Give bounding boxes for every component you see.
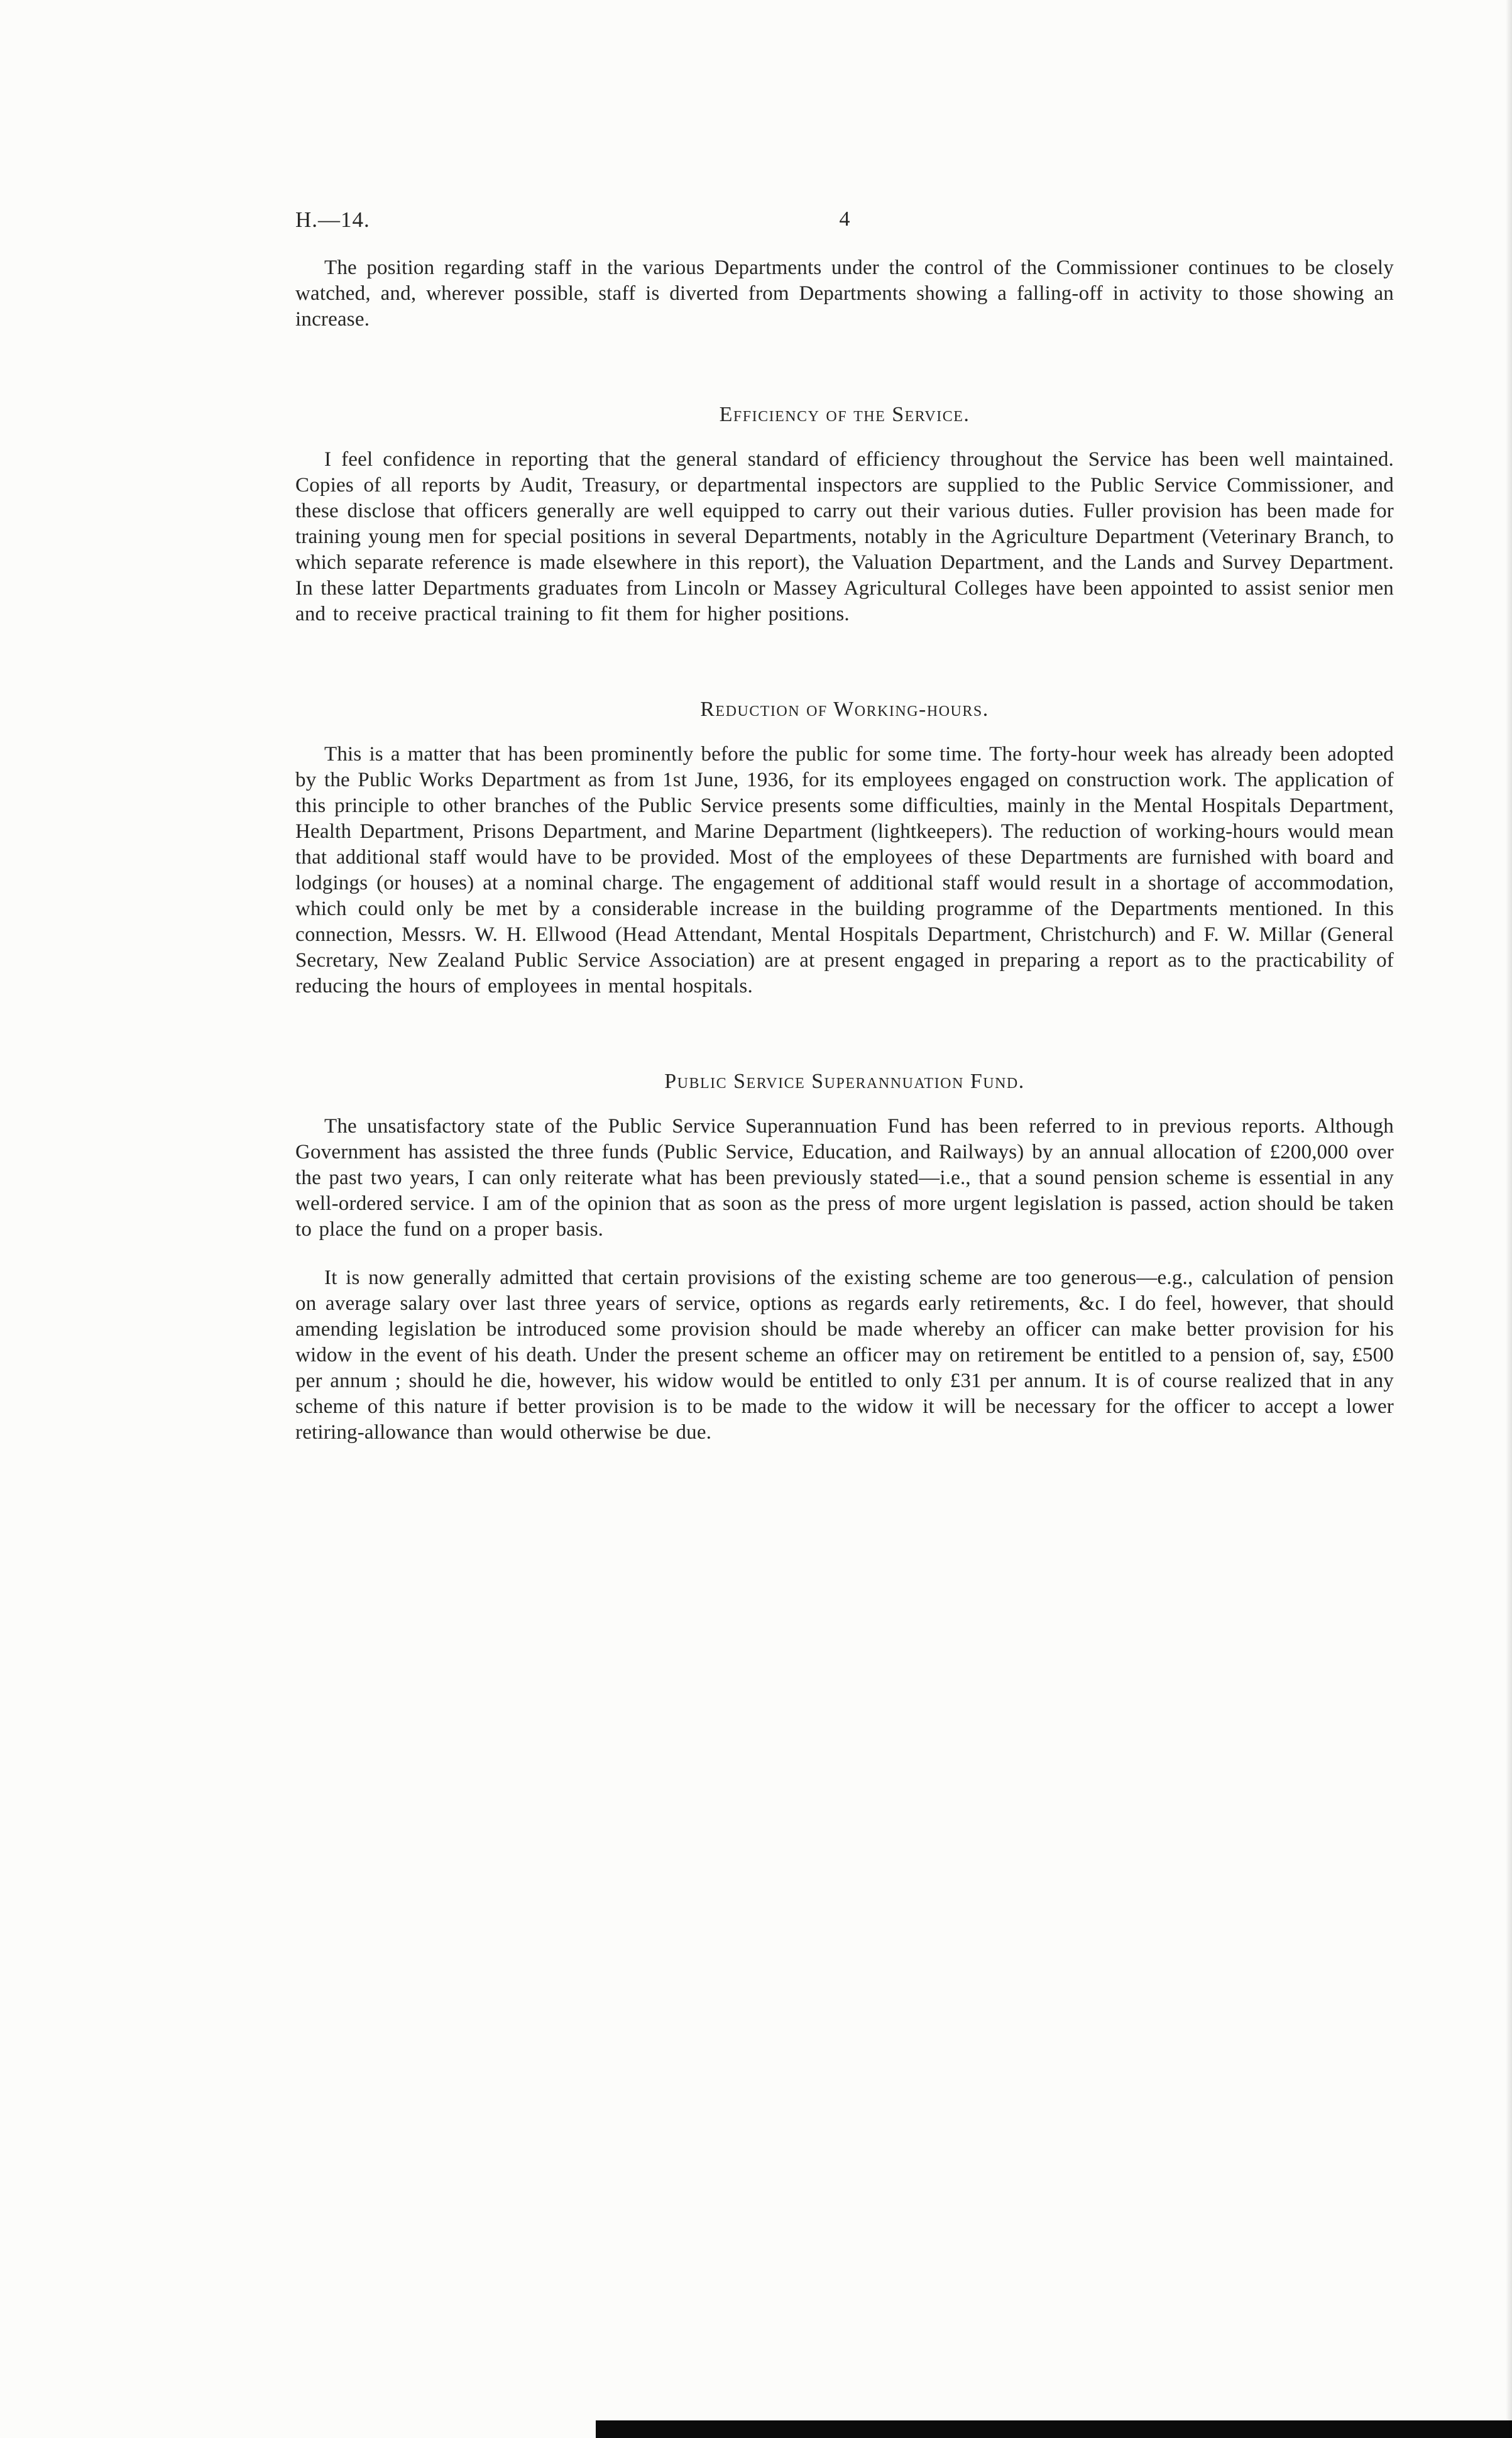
scan-artifact-bar bbox=[596, 2420, 1512, 2438]
paragraph-intro: The position regarding staff in the various Departments under the control of the Commissioner continues to be closely watched, and, wherever possible, staff is diverted from Departments showing a falling-off in activity to those showing an increase. bbox=[295, 256, 1394, 331]
running-head bbox=[295, 207, 1394, 238]
paragraph: I feel confidence in reporting that the general standard of efficiency throughout the Service has been well maintained. Copies of all reports by Audit, Treasury, or departmental inspectors are supplied to the Public Service Commissioner, and these disclose that officers generally are well equipped to carry out their various duties. Fuller provision has been made for training young men for special positions in several Departments, notably in the Agriculture Department (Veterinary Branch, to which separate reference is made elsewhere in this report), the Valuation Department, and the Lands and Survey Department. In these latter Departments graduates from Lincoln or Massey Agricultural Colleges have been appointed to assist senior men and to receive practical training to fit them for higher positions. bbox=[295, 448, 1394, 625]
report-code: H.—14. bbox=[295, 207, 370, 232]
section-heading-working-hours: Reduction of Working-hours. bbox=[700, 698, 989, 721]
paragraph: It is now generally admitted that certain provisions of the existing scheme are too generous—e.g., calculation of pension on average salary over last three years of service, options as regards early retirements, &c. I do feel, however, that should amending legislation be introduced some provision should be made whereby an officer can make better provision for his widow in the event of his death. Under the present scheme an officer may on retirement be entitled to a pension of, say, £500 per annum ; should he die, however, his widow would be entitled to only £31 per annum. It is of course realized that in any scheme of this nature if better provision is to be made to the widow it will be necessary for the officer to accept a lower retiring-allowance than would otherwise be due. bbox=[295, 1266, 1394, 1444]
section-heading-efficiency: Efficiency of the Service. bbox=[719, 403, 970, 426]
paragraph: The unsatisfactory state of the Public Service Superannuation Fund has been referred to in previous reports. Although Government has assisted the three funds (Public Service, Education, and Railways) by an annual allocation of £200,000 over the past two years, I can only reiterate what has been previously stated—i.e., that a sound pension scheme is essential in any well-ordered service. I am of the opinion that as soon as the press of more urgent legislation is passed, action should be taken to place the fund on a proper basis. bbox=[295, 1115, 1394, 1241]
text-block bbox=[295, 207, 1394, 1446]
paragraph: This is a matter that has been prominently before the public for some time. The forty-hour week has already been adopted by the Public Works Department as from 1st June, 1936, for its employees engaged on construction work. The application of this principle to other branches of the Public Service presents some difficulties, mainly in the Mental Hospitals Department, Health Department, Prisons Department, and Marine Department (lightkeepers). The reduction of working-hours would mean that additional staff would have to be provided. Most of the employees of these Departments are furnished with board and lodgings (or houses) at a nominal charge. The engagement of additional staff would result in a shortage of accommodation, which could only be met by a considerable increase in the building programme of the Departments mentioned. In this connection, Messrs. W. H. Ellwood (Head Attendant, Mental Hospitals Department, Christchurch) and F. W. Millar (General Secretary, New Zealand Public Service Association) are at present engaged in preparing a report as to the practicability of reducing the hours of employees in mental hospitals. bbox=[295, 743, 1394, 997]
section-heading-superannuation-fund: Public Service Superannuation Fund. bbox=[664, 1070, 1025, 1093]
page-number: 4 bbox=[839, 207, 850, 231]
